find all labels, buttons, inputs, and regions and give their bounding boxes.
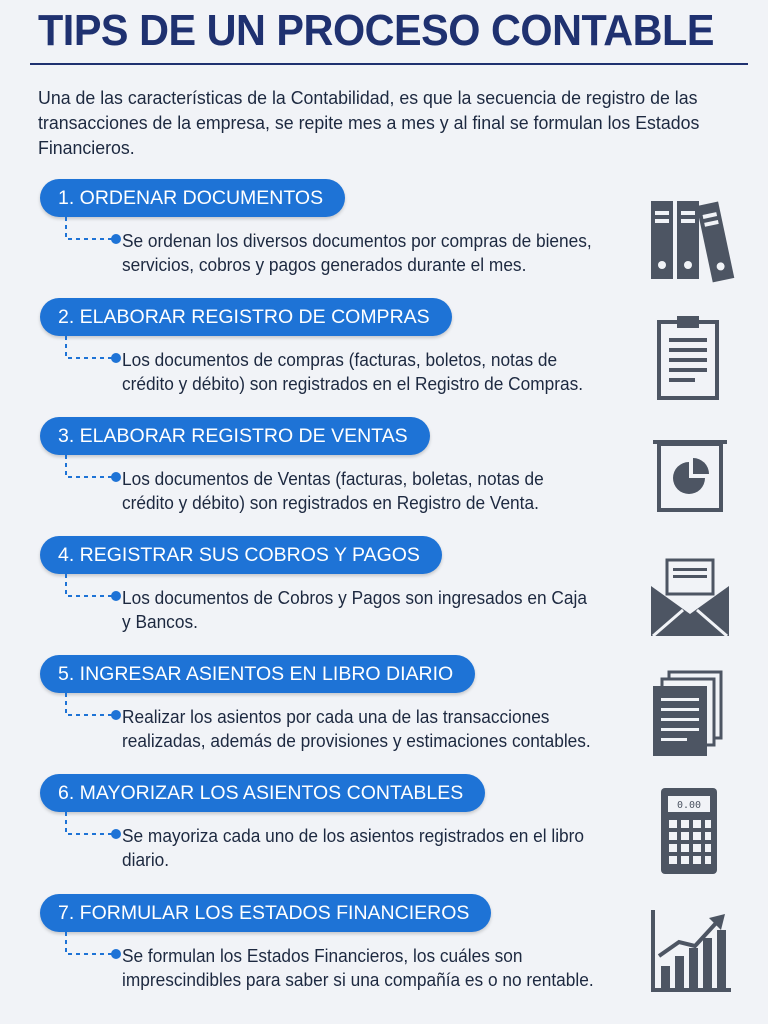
calculator-icon: [645, 786, 735, 876]
connector-icon: [64, 217, 122, 253]
step-7-text: Se formulan los Estados Financieros, los cuáles son imprescindibles para saber si una compañía es o no rentable.: [122, 946, 594, 990]
step-3-text: Los documentos de Ventas (facturas, boletas, notas de crédito y débito) son registrados en Registro de Venta.: [122, 469, 544, 513]
calculator-display: 0.00: [676, 800, 702, 811]
connector-icon: [64, 812, 122, 848]
step-7-heading: 7. FORMULAR LOS ESTADOS FINANCIEROS: [40, 894, 491, 932]
step-6-text: Se mayoriza cada uno de los asientos registrados en el libro diario.: [122, 826, 585, 870]
step-6-heading: 6. MAYORIZAR LOS ASIENTOS CONTABLES: [40, 774, 485, 812]
step-1-text: Se ordenan los diversos documentos por compras de bienes, servicios, cobros y pagos generados durante el mes.: [122, 231, 592, 275]
connector-icon: [64, 455, 122, 491]
connector-icon: [64, 574, 122, 610]
clipboard-icon: [645, 312, 735, 402]
intro-paragraph: Una de las características de la Contabilidad, es que la secuencia de registro de las transacciones de la empresa, se repite mes a mes y al final se formulan los Estados Financieros.: [38, 87, 700, 158]
title-divider: [30, 63, 748, 65]
pie-chart-board-icon: [645, 432, 735, 522]
envelope-icon: [645, 552, 735, 642]
step-4-heading: 4. REGISTRAR SUS COBROS Y PAGOS: [40, 536, 442, 574]
documents-stack-icon: [645, 668, 735, 758]
page-title: TIPS DE UN PROCESO CONTABLE: [38, 6, 714, 55]
binders-icon: [645, 193, 735, 283]
step-2-heading: 2. ELABORAR REGISTRO DE COMPRAS: [40, 298, 452, 336]
step-5-text: Realizar los asientos por cada una de las transacciones realizadas, además de provisiones y estimaciones contables.: [122, 707, 591, 751]
connector-icon: [64, 932, 122, 968]
growth-chart-icon: [645, 906, 735, 996]
connector-icon: [64, 336, 122, 372]
step-5-heading: 5. INGRESAR ASIENTOS EN LIBRO DIARIO: [40, 655, 475, 693]
step-4-text: Los documentos de Cobros y Pagos son ingresados en Caja y Bancos.: [122, 588, 587, 632]
step-3-heading: 3. ELABORAR REGISTRO DE VENTAS: [40, 417, 430, 455]
step-1-heading: 1. ORDENAR DOCUMENTOS: [40, 179, 345, 217]
connector-icon: [64, 693, 122, 729]
step-2-text: Los documentos de compras (facturas, boletos, notas de crédito y débito) son registrados en el Registro de Compras.: [122, 350, 584, 394]
